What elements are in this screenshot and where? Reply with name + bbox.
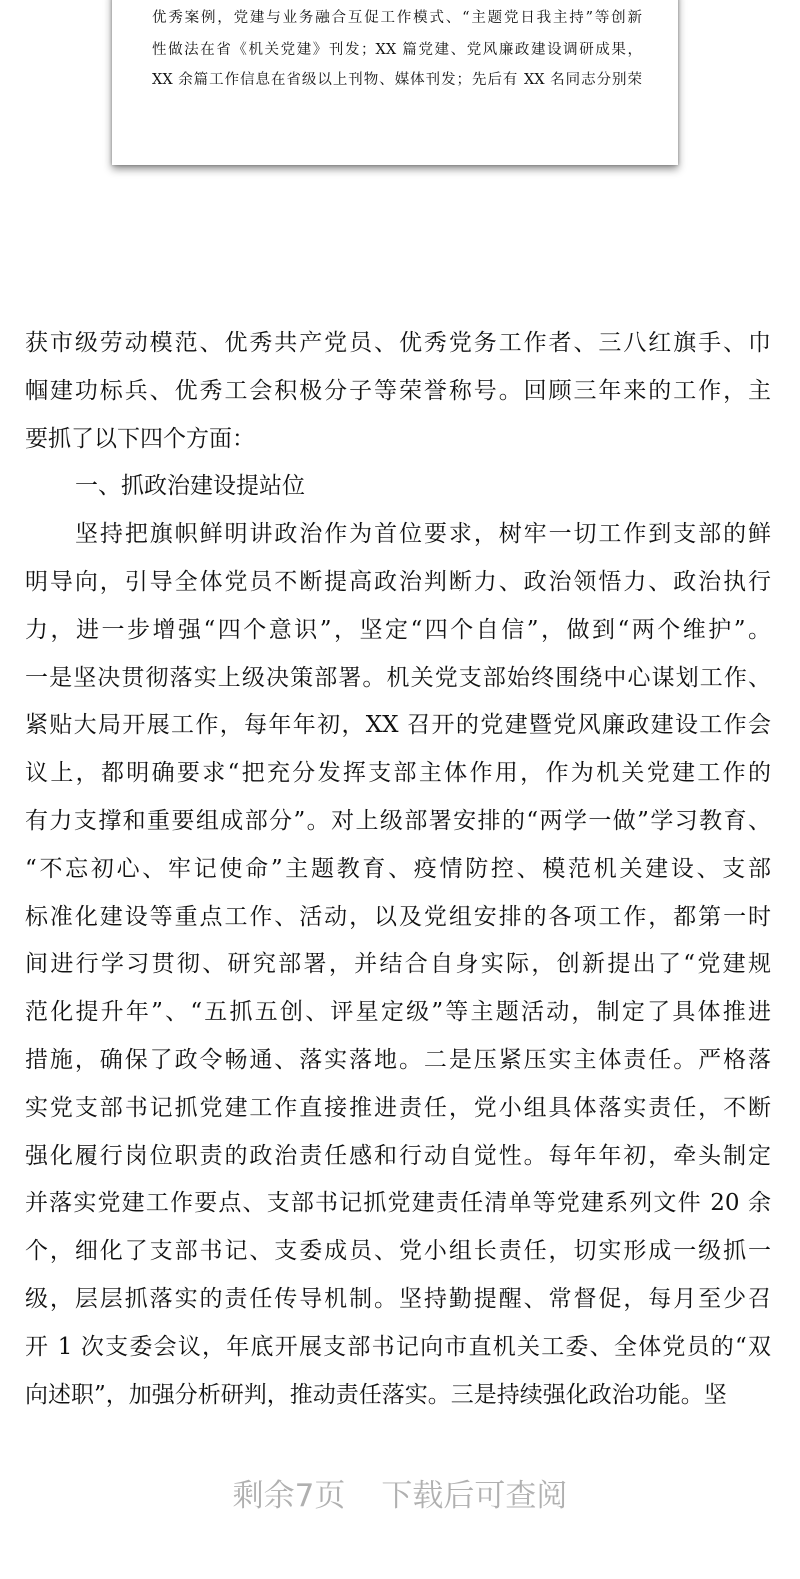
body-text-line: 实党支部书记抓党建工作直接推进责任，党小组具体落实责任，不断 — [25, 1094, 771, 1121]
body-text-line: 间进行学习贯彻、研究部署，并结合自身实际，创新提出了“党建规 — [25, 951, 771, 978]
body-text-line: 紧贴大局开展工作，每年年初，XX 召开的党建暨党风廉政建设工作会 — [25, 712, 771, 739]
body-text-line: 强化履行岗位职责的政治责任感和行动自觉性。每年年初，牵头制定 — [25, 1142, 771, 1169]
card-text-line: XX 余篇工作信息在省级以上刊物、媒体刊发；先后有 XX 名同志分别荣 — [152, 72, 642, 88]
body-text-line: 标准化建设等重点工作、活动，以及党组安排的各项工作，都第一时 — [25, 903, 771, 930]
body-text-line: 获市级劳动模范、优秀共产党员、优秀党务工作者、三八红旗手、巾 — [25, 330, 771, 356]
section-heading: 一、抓政治建设提站位 — [75, 473, 305, 500]
body-text-line: 坚持把旗帜鲜明讲政治作为首位要求，树牢一切工作到支部的鲜 — [75, 521, 771, 548]
body-text-line: 一是坚决贯彻落实上级决策部署。机关党支部始终围绕中心谋划工作、 — [25, 664, 771, 691]
body-text-line: 个，细化了支部书记、支委成员、党小组长责任，切实形成一级抓一 — [25, 1238, 771, 1265]
body-text-line: 范化提升年”、“五抓五创、评星定级”等主题活动，制定了具体推进 — [25, 999, 771, 1026]
body-text-line: 力，进一步增强“四个意识”，坚定“四个自信”，做到“两个维护”。 — [25, 616, 771, 643]
document-preview-card — [112, 0, 678, 165]
body-text-line: “不忘初心、牢记使命”主题教育、疫情防控、模范机关建设、支部 — [25, 855, 771, 882]
card-text-line: 优秀案例，党建与业务融合互促工作模式、“主题党日我主持”等创新 — [152, 10, 642, 26]
body-text-line: 措施，确保了政令畅通、落实落地。二是压紧压实主体责任。严格落 — [25, 1047, 771, 1073]
body-text-line: 帼建功标兵、优秀工会积极分子等荣誉称号。回顾三年来的工作，主 — [25, 377, 771, 404]
card-text-line: 性做法在省《机关党建》刊发；XX 篇党建、党风廉政建设调研成果， — [152, 42, 642, 58]
body-text-line: 明导向，引导全体党员不断提高政治判断力、政治领悟力、政治执行 — [25, 569, 771, 595]
body-text-line: 向述职”，加强分析研判，推动责任落实。三是持续强化政治功能。坚 — [25, 1381, 727, 1408]
body-text-line: 开 1 次支委会议，年底开展支部书记向市直机关工委、全体党员的“双 — [25, 1333, 771, 1360]
remaining-pages-text: 剩余7页 — [232, 1478, 346, 1514]
body-text-line: 级，层层抓落实的责任传导机制。坚持勤提醒、常督促，每月至少召 — [25, 1286, 771, 1312]
body-text-line: 议上，都明确要求“把充分发挥支部主体作用，作为机关党建工作的 — [25, 760, 771, 787]
remaining-pages-banner[interactable] — [0, 1470, 800, 1515]
body-text-line: 并落实党建工作要点、支部书记抓党建责任清单等党建系列文件 20 余 — [25, 1190, 771, 1217]
body-text-line: 要抓了以下四个方面： — [25, 425, 255, 452]
download-hint-text: 下载后可查阅 — [381, 1478, 568, 1514]
body-text-line: 有力支撑和重要组成部分”。对上级部署安排的“两学一做”学习教育、 — [25, 808, 771, 834]
